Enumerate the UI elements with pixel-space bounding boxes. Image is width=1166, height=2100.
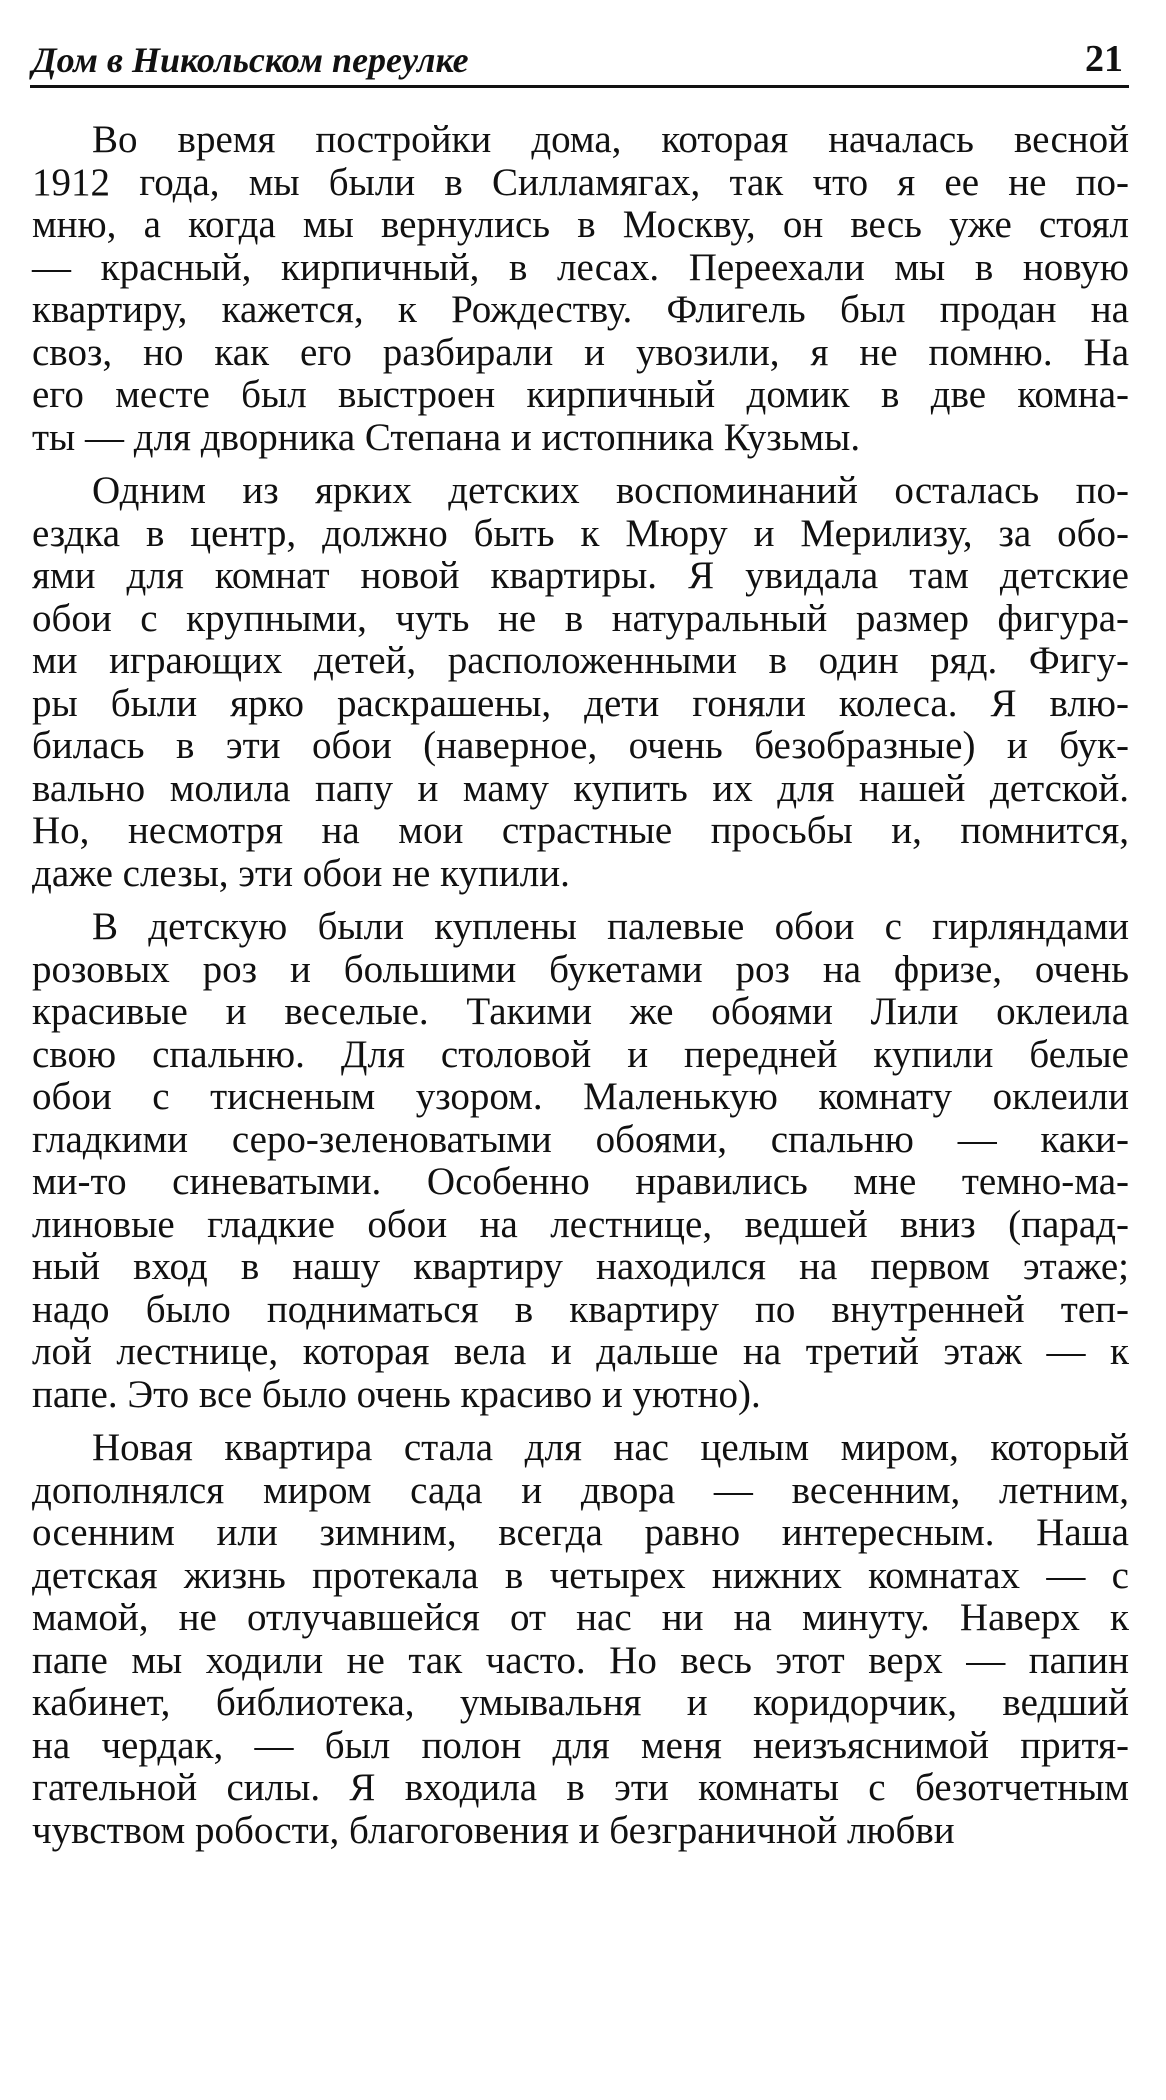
text-line: лой лестнице, которая вела и дальше на третий этаж — к [32, 1330, 1129, 1373]
paragraph [32, 470, 1129, 895]
text-line: ями для комнат новой квартиры. Я увидала там детские [32, 554, 1129, 597]
text-line: ры были ярко раскрашены, дети гоняли колеса. Я влю- [32, 681, 1129, 725]
text-line: даже слезы, эти обои не купили. [32, 851, 570, 895]
text-line: на чердак, — был полон для меня неизъяснимой притя- [32, 1723, 1129, 1767]
text-line: ный вход в нашу квартиру находился на первом этаже; [32, 1245, 1129, 1288]
running-head [30, 34, 1129, 88]
text-line: линовые гладкие обои на лестнице, ведшей вниз (парад- [32, 1202, 1129, 1246]
text-line: — красный, кирпичный, в лесах. Переехали мы в новую [32, 245, 1129, 289]
text-line: Во время постройки дома, которая началась весной [92, 118, 1129, 161]
text-line: чувством робости, благоговения и безграничной любви [32, 1808, 955, 1852]
text-line: ездка в центр, должно быть к Мюру и Мерилизу, за обо- [32, 511, 1129, 555]
text-line: вально молила папу и маму купить их для нашей детской. [32, 766, 1129, 810]
text-line: обои с тисненым узором. Маленькую комнату оклеили [32, 1075, 1129, 1118]
text-line: ми-то синеватыми. Особенно нравились мне темно-ма- [32, 1160, 1129, 1203]
text-line: квартиру, кажется, к Рождеству. Флигель был продан на [32, 288, 1129, 331]
text-line: билась в эти обои (наверное, очень безобразные) и бук- [32, 724, 1129, 767]
paragraph [32, 1427, 1129, 1852]
paragraph [32, 119, 1129, 459]
text-line: В детскую были куплены палевые обои с гирляндами [92, 905, 1129, 948]
text-line: ми играющих детей, расположенными в один ряд. Фигу- [32, 639, 1129, 682]
text-line: гательной силы. Я входила в эти комнаты с безотчетным [32, 1766, 1129, 1809]
text-line: осенним или зимним, всегда равно интересным. Наша [32, 1511, 1129, 1554]
text-line: его месте был выстроен кирпичный домик в две комна- [32, 373, 1129, 416]
text-line: кабинет, библиотека, умывальня и коридорчик, ведший [32, 1681, 1129, 1724]
text-line: 1912 года, мы были в Силламягах, так что я ее не по- [32, 160, 1129, 204]
text-line: детская жизнь протекала в четырех нижних комнатах — с [32, 1553, 1129, 1597]
paragraph [32, 906, 1129, 1416]
text-line: Новая квартира стала для нас целым миром, который [92, 1426, 1129, 1469]
text-line: папе мы ходили не так часто. Но весь этот верх — папин [32, 1638, 1129, 1682]
running-title: Дом в Никольском переулке [32, 40, 469, 80]
text-line: надо было подниматься в квартиру по внутренней теп- [32, 1287, 1129, 1331]
text-line: папе. Это все было очень красиво и уютно). [32, 1372, 761, 1416]
text-line: свою спальню. Для столовой и передней купили белые [32, 1032, 1129, 1076]
text-line: ты — для дворника Степана и истопника Кузьмы. [32, 415, 861, 459]
text-line: своз, но как его разбирали и увозили, я не помню. На [32, 330, 1129, 374]
text-line: мамой, не отлучавшейся от нас ни на минуту. Наверх к [32, 1596, 1129, 1639]
text-line: Но, несмотря на мои страстные просьбы и, помнится, [32, 809, 1129, 852]
text-line: гладкими серо-зеленоватыми обоями, спальню — каки- [32, 1117, 1129, 1161]
text-line: дополнялся миром сада и двора — весенним, летним, [32, 1468, 1129, 1512]
text-line: розовых роз и большими букетами роз на фризе, очень [32, 947, 1129, 991]
body-text [30, 119, 1129, 1852]
text-line: Одним из ярких детских воспоминаний осталась по- [92, 469, 1129, 512]
text-line: мню, а когда мы вернулись в Москву, он весь уже стоял [32, 203, 1129, 246]
text-line: красивые и веселые. Такими же обоями Лили оклеила [32, 990, 1129, 1033]
text-line: обои с крупными, чуть не в натуральный размер фигура- [32, 596, 1129, 640]
page-number: 21 [1085, 38, 1123, 80]
